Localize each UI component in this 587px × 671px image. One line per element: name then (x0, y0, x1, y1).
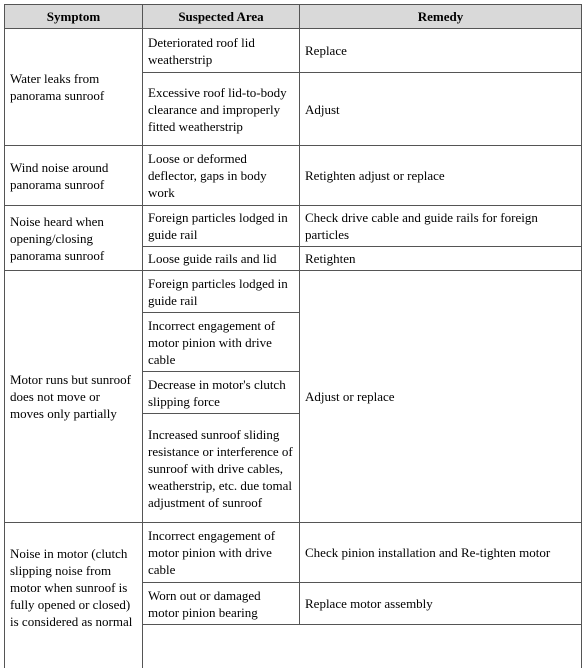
header-suspected-area: Suspected Area (142, 4, 300, 29)
header-remedy: Remedy (299, 4, 582, 29)
suspected-area-text: Loose guide rails and lid (148, 251, 277, 266)
suspected-area-cell (142, 582, 300, 625)
remedy-cell (299, 28, 582, 73)
symptom-cell (4, 28, 143, 146)
suspected-area-cell (142, 270, 300, 313)
suspected-area-cell (142, 72, 300, 146)
header-symptom: Symptom (4, 4, 143, 29)
suspected-area-text: Decrease in motor's clutch slipping force (148, 376, 286, 409)
suspected-area-text: Worn out or damaged motor pinion bearing (148, 587, 261, 620)
suspected-area-text: Foreign particles lodged in guide rail (148, 210, 288, 242)
suspected-area-text: Excessive roof lid-to-body clearance and improperly fitted weatherstrip (148, 84, 287, 134)
symptom-text: Motor runs but sunroof does not move or moves only partially (10, 372, 131, 421)
suspected-area-text: Incorrect engagement of motor pinion with drive cable (148, 528, 276, 577)
symptom-text: Noise heard when opening/closing panorama sunroof (10, 213, 105, 263)
suspected-area-cell (142, 28, 300, 73)
remedy-text: Replace (305, 43, 347, 58)
suspected-area-text: Foreign particles lodged in guide rail (148, 275, 288, 308)
remedy-cell (299, 72, 582, 146)
suspected-area-cell (142, 522, 300, 583)
suspected-area-text: Deteriorated roof lid weatherstrip (148, 34, 255, 67)
symptom-text: Wind noise around panorama sunroof (10, 159, 109, 192)
symptom-cell (4, 270, 143, 523)
symptom-cell (4, 522, 143, 668)
remedy-cell (299, 582, 582, 625)
remedy-text: Check drive cable and guide rails for foreign particles (305, 210, 538, 242)
table-divider (581, 624, 582, 668)
remedy-text: Retighten adjust or replace (305, 168, 445, 183)
suspected-area-text: Incorrect engagement of motor pinion with drive cable (148, 317, 276, 367)
remedy-cell (299, 246, 582, 271)
suspected-area-cell (142, 205, 300, 247)
suspected-area-text: Loose or deformed deflector, gaps in body work (148, 151, 267, 200)
remedy-text: Retighten (305, 251, 356, 266)
suspected-area-cell (142, 246, 300, 271)
suspected-area-cell (142, 145, 300, 206)
suspected-area-cell (142, 312, 300, 372)
remedy-cell (299, 270, 582, 523)
remedy-cell (299, 145, 582, 206)
symptom-cell (4, 145, 143, 206)
remedy-text: Adjust or replace (305, 389, 395, 404)
suspected-area-text: Increased sunroof sliding resistance or interference of sunroof with drive cables, weatherstrip, etc. due tomal adjustment of sunroof (148, 426, 293, 510)
suspected-area-cell (142, 413, 300, 523)
remedy-text: Adjust (305, 101, 340, 117)
suspected-area-cell (142, 371, 300, 414)
table-divider (142, 624, 143, 668)
symptom-cell (4, 205, 143, 271)
symptom-text: Water leaks from panorama sunroof (10, 71, 105, 103)
remedy-cell (299, 522, 582, 583)
remedy-text: Replace motor assembly (305, 596, 433, 611)
symptom-text: Noise in motor (clutch slipping noise from motor when sunroof is fully opened or closed) is considered as normal (10, 546, 133, 629)
remedy-text: Check pinion installation and Re-tighten motor (305, 545, 551, 560)
remedy-cell (299, 205, 582, 247)
